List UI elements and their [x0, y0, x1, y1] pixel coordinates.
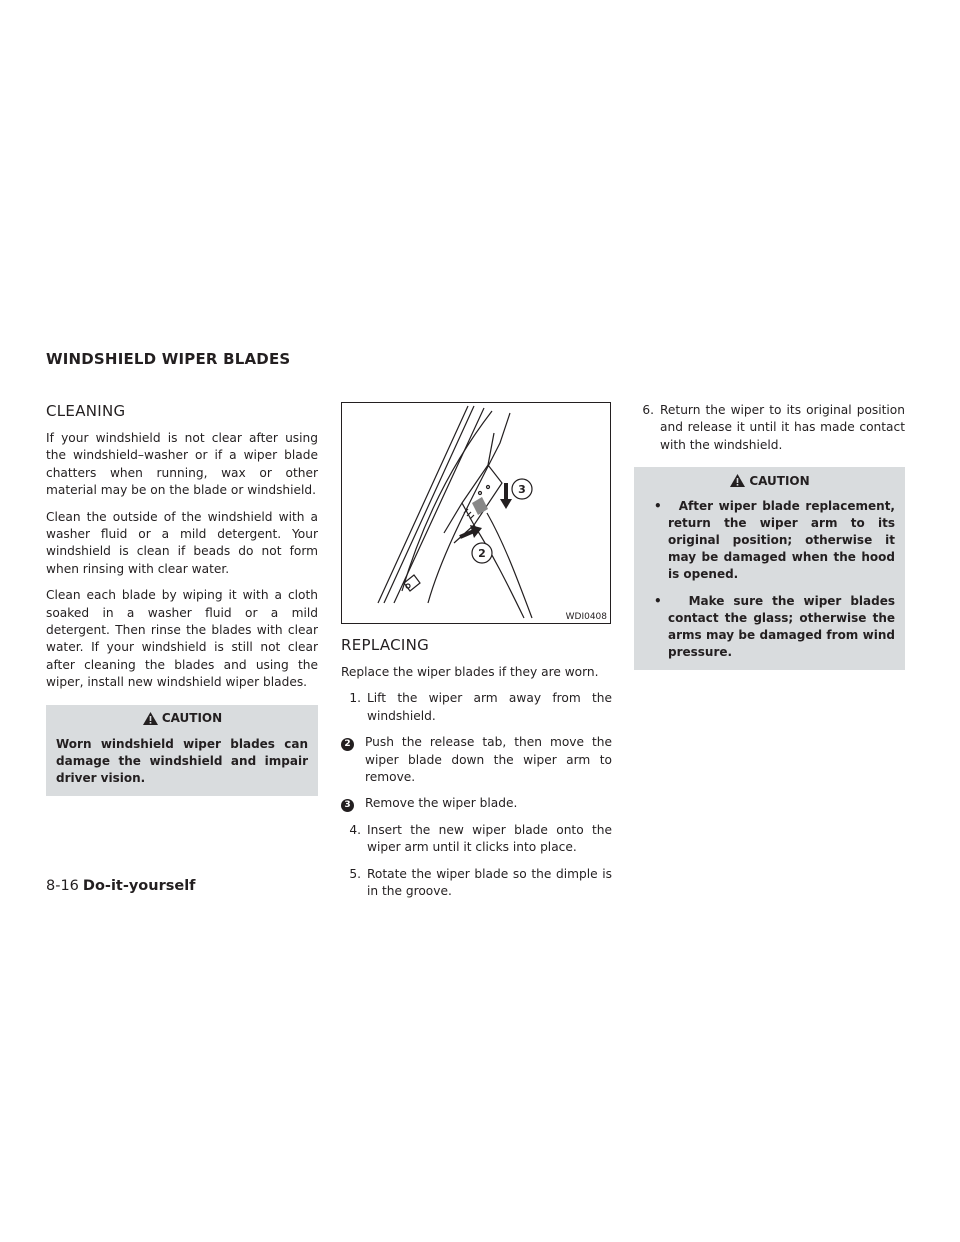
section-title: WINDSHIELD WIPER BLADES: [46, 350, 291, 368]
caution-item: • Make sure the wiper blades contact the glass; otherwise the arms may be damaged from wind pressure.: [654, 594, 895, 660]
step-text: Return the wiper to its original position and release it until it has made contact with the windshield.: [660, 403, 905, 452]
cleaning-paragraph-2: Clean the outside of the windshield with a washer fluid or a mild detergent. Your windshield is clean if beads do not form when rinsing with clear water.: [46, 509, 318, 576]
wiper-diagram: [342, 403, 610, 623]
step-number: 4.: [349, 822, 361, 837]
caution-list: [644, 498, 895, 661]
column-continued: [634, 402, 905, 670]
step-text: Remove the wiper blade.: [365, 796, 518, 811]
caution-box-1: [46, 705, 318, 796]
callout-2: 2: [478, 547, 486, 560]
step-4: [341, 822, 612, 857]
caution-item-text: Make sure the wiper blades contact the glass; otherwise the arms may be damaged from wind pressure.: [668, 594, 895, 660]
replacing-steps: [341, 690, 612, 900]
column-cleaning: [46, 402, 318, 796]
step-text: Push the release tab, then move the wiper blade down the wiper arm to remove.: [365, 735, 612, 785]
step-text: Lift the wiper arm away from the windshield.: [367, 691, 612, 723]
step-number: 5.: [349, 866, 361, 881]
step-number: 1.: [349, 691, 361, 706]
step-2: [341, 734, 612, 786]
step-1: [341, 690, 612, 725]
chapter-name: Do-it-yourself: [82, 878, 196, 894]
step-text: Insert the new wiper blade onto the wiper arm until it clicks into place.: [367, 822, 612, 855]
page-number: 8-16: [46, 878, 79, 894]
step-number-circle: [341, 734, 365, 786]
caution-label: CAUTION: [161, 711, 223, 726]
page-footer: [46, 878, 196, 894]
step-5: [341, 866, 612, 901]
cleaning-paragraph-3: Clean each blade by wiping it with a cloth soaked in a washer fluid or a mild detergent. Then rinse the blades with clear water. If your windshield is still not clear after cleaning the blades and using the wiper, install new windshield wiper blades.: [46, 588, 318, 690]
figure-code: WDI0408: [565, 612, 607, 622]
callout-3: 3: [518, 483, 526, 496]
step-number-circle: [341, 795, 365, 812]
step-text: Rotate the wiper blade so the dimple is in the groove.: [367, 866, 612, 899]
step-number: 6.: [642, 403, 654, 417]
cleaning-paragraph-1: If your windshield is not clear after using the windshield–washer or if a wiper blade chatters when running, wax or other material may be on the blade or windshield.: [46, 431, 318, 498]
caution-item-text: After wiper blade replacement, return the wiper arm to its original position; otherwise it may be damaged when the hood is opened.: [668, 499, 895, 582]
step-number: 3: [341, 799, 354, 812]
caution-item: • After wiper blade replacement, return the wiper arm to its original position; otherwise it may be damaged when the hood is opened.: [654, 499, 895, 582]
caution-label: CAUTION: [749, 473, 810, 488]
wiper-blade-illustration: [341, 402, 611, 624]
step-number: 2: [341, 738, 354, 751]
caution-header: [644, 473, 895, 488]
step-3: [341, 795, 612, 812]
caution-box-2: [634, 467, 905, 670]
replacing-heading: REPLACING: [341, 636, 430, 654]
replacing-steps-continued: [634, 402, 905, 454]
replacing-intro: Replace the wiper blades if they are worn.: [341, 665, 599, 679]
cleaning-heading: CLEANING: [46, 402, 126, 420]
warning-icon: [729, 473, 746, 488]
column-replacing: [341, 402, 612, 909]
warning-icon: [142, 711, 159, 726]
caution-header: [56, 711, 308, 726]
caution-text: Worn windshield wiper blades can damage the windshield and impair driver vision.: [56, 736, 308, 785]
step-6: [634, 402, 905, 454]
